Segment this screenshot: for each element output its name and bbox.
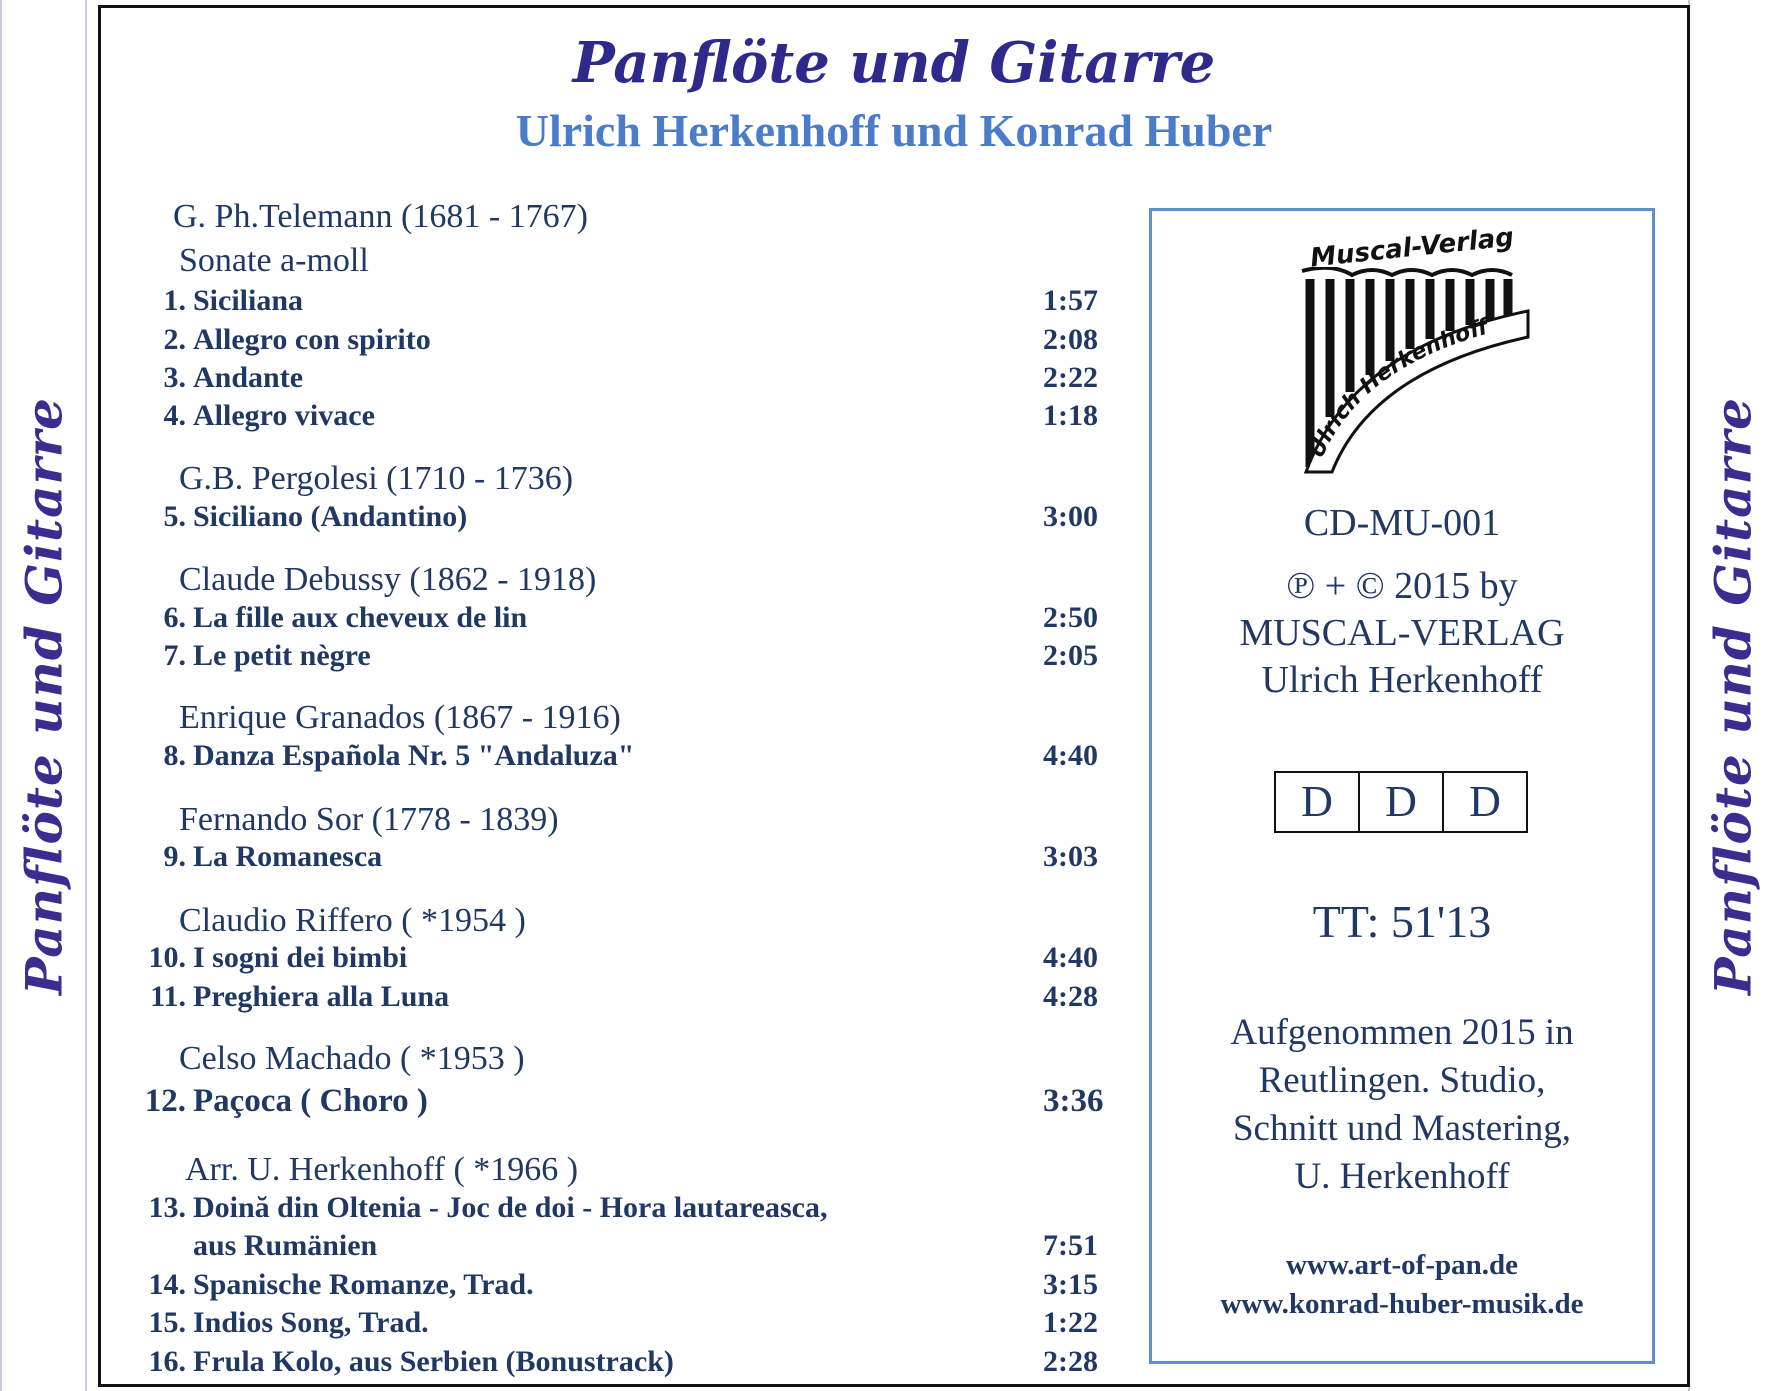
track-row — [133, 639, 1108, 677]
track-time: 1:18 — [1043, 399, 1098, 432]
website-link: www.konrad-huber-musik.de — [1220, 1288, 1584, 1320]
track-time: 7:51 — [1043, 1229, 1098, 1262]
track-title: I sogni dei bimbi — [193, 941, 408, 974]
track-title: Doină din Oltenia - Joc de doi - Hora lautareasca, — [193, 1191, 828, 1224]
track-number: 12. — [144, 1083, 186, 1119]
track-row — [133, 1191, 1108, 1267]
ddd-cell: D — [1469, 777, 1501, 826]
track-time: 2:22 — [1043, 361, 1098, 394]
track-title: Preghiera alla Luna — [193, 980, 450, 1013]
album-artists: Ulrich Herkenhoff und Konrad Huber — [515, 105, 1273, 156]
track-time: 4:40 — [1043, 739, 1098, 772]
track-title: Andante — [193, 361, 304, 394]
logo-arc-text: Ulrich Herkenhoff — [1304, 314, 1492, 462]
track-number: 14. — [148, 1268, 186, 1301]
ddd-cell: D — [1360, 773, 1444, 831]
catalog-number: CD-MU-001 — [1303, 502, 1501, 544]
panpipe-icon — [1292, 267, 1532, 477]
recording-note-line: Schnitt und Mastering, — [1232, 1108, 1572, 1149]
track-row — [133, 980, 1108, 1018]
work-heading: Sonate a-moll — [179, 242, 369, 279]
spine-title: Panflöte und Gitarre — [14, 396, 73, 995]
track-time: 2:05 — [1043, 639, 1098, 672]
recording-note-line: Reutlingen. Studio, — [1258, 1060, 1546, 1101]
track-row — [133, 1345, 1108, 1383]
track-time: 3:03 — [1043, 840, 1098, 873]
track-number: 6. — [163, 601, 186, 634]
composer-heading: G. Ph.Telemann (1681 - 1767) — [173, 198, 588, 235]
composer-heading: G.B. Pergolesi (1710 - 1736) — [179, 460, 574, 497]
track-row — [133, 500, 1108, 538]
publisher-logo — [1292, 222, 1532, 473]
track-row — [133, 361, 1108, 399]
track-row — [133, 840, 1108, 878]
track-number: 10. — [148, 941, 186, 974]
back-cover-panel — [98, 5, 1690, 1387]
ddd-cell: D — [1276, 773, 1360, 831]
composer-heading: Arr. U. Herkenhoff ( *1966 ) — [185, 1151, 579, 1188]
track-title: Indios Song, Trad. — [193, 1306, 429, 1339]
copyright-line: ℗ + © 2015 by — [1286, 565, 1518, 607]
track-time: 4:28 — [1043, 980, 1098, 1013]
ddd-code-box — [1274, 771, 1528, 833]
website-link: www.art-of-pan.de — [1286, 1249, 1518, 1281]
composer-heading: Fernando Sor (1778 - 1839) — [179, 801, 559, 838]
track-number: 3. — [163, 361, 186, 394]
track-number: 1. — [163, 284, 186, 317]
track-time: 3:00 — [1043, 500, 1098, 533]
track-time: 2:50 — [1043, 601, 1098, 634]
recording-note-line: U. Herkenhoff — [1294, 1156, 1510, 1197]
track-time: 1:57 — [1043, 284, 1098, 317]
track-number: 4. — [163, 399, 186, 432]
track-number: 2. — [163, 323, 186, 356]
track-row — [133, 1268, 1108, 1306]
track-title: Spanische Romanze, Trad. — [193, 1268, 534, 1301]
track-row — [133, 399, 1108, 437]
album-title: Panflöte und Gitarre — [572, 30, 1216, 96]
track-time: 1:22 — [1043, 1306, 1098, 1339]
composer-heading: Enrique Granados (1867 - 1916) — [179, 699, 621, 736]
track-row — [133, 284, 1108, 322]
track-title: Allegro vivace — [193, 399, 375, 432]
track-number: 15. — [148, 1306, 186, 1339]
left-spine — [0, 0, 87, 1391]
track-title: Paçoca ( Choro ) — [193, 1083, 428, 1119]
right-spine — [1688, 0, 1775, 1391]
track-number: 13. — [148, 1191, 186, 1224]
track-time: 2:08 — [1043, 323, 1098, 356]
composer-heading: Celso Machado ( *1953 ) — [179, 1040, 525, 1077]
track-number: 16. — [148, 1345, 186, 1378]
track-number: 8. — [163, 739, 186, 772]
track-number: 7. — [163, 639, 186, 672]
track-time: 3:15 — [1043, 1268, 1098, 1301]
spine-title: Panflöte und Gitarre — [1703, 396, 1762, 995]
track-row — [133, 1306, 1108, 1344]
track-number: 11. — [150, 980, 186, 1013]
track-time: 2:28 — [1043, 1345, 1098, 1378]
track-title: La fille aux cheveux de lin — [193, 601, 528, 634]
total-time: TT: 51'13 — [1312, 896, 1492, 947]
track-row — [133, 941, 1108, 979]
composer-heading: Claudio Riffero ( *1954 ) — [179, 902, 526, 939]
info-box — [1149, 208, 1655, 1364]
track-time: 3:36 — [1043, 1083, 1104, 1119]
track-title: Danza Española Nr. 5 "Andaluza" — [193, 739, 635, 772]
track-title: Siciliana — [193, 284, 304, 317]
track-title: Allegro con spirito — [193, 323, 431, 356]
track-row — [133, 739, 1108, 777]
track-title: Le petit nègre — [193, 639, 371, 672]
track-number: 5. — [163, 500, 186, 533]
track-row — [133, 323, 1108, 361]
track-number: 9. — [163, 840, 186, 873]
composer-heading: Claude Debussy (1862 - 1918) — [179, 561, 597, 598]
publisher-name: MUSCAL-VERLAG — [1239, 612, 1565, 654]
recording-note-line: Aufgenommen 2015 in — [1230, 1012, 1574, 1053]
track-title: La Romanesca — [193, 840, 383, 873]
track-row — [133, 1083, 1108, 1121]
logo-label: Muscal-Verlag — [1308, 222, 1516, 274]
publisher-person: Ulrich Herkenhoff — [1261, 659, 1543, 701]
track-title-continued: aus Rumänien — [193, 1229, 378, 1262]
track-title: Frula Kolo, aus Serbien (Bonustrack) — [193, 1345, 674, 1378]
track-time: 4:40 — [1043, 941, 1098, 974]
track-row — [133, 601, 1108, 639]
track-title: Siciliano (Andantino) — [193, 500, 468, 533]
